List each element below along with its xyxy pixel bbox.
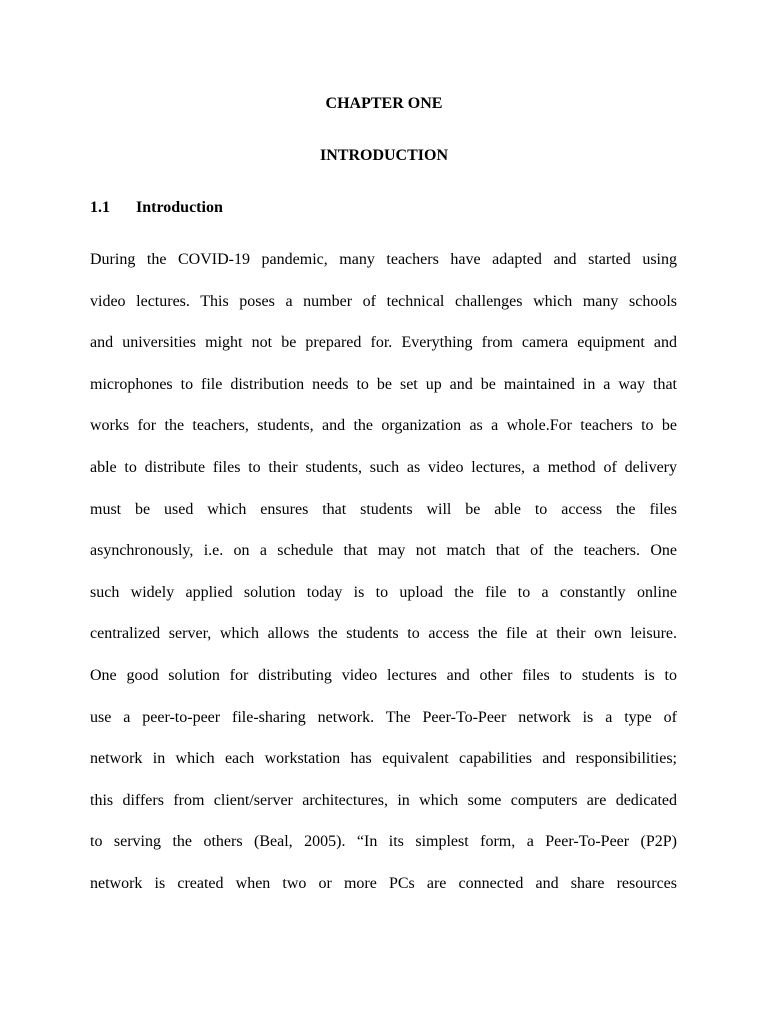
paragraph-line: to serving the others (Beal, 2005). “In its simplest form, a Peer-To-Peer (P2P) [90,833,677,851]
paragraph-line: must be used which ensures that students will be able to access the files [90,500,677,518]
body-paragraph [90,250,677,916]
paragraph-line: and universities might not be prepared for. Everything from camera equipment and [90,334,677,352]
paragraph-line: able to distribute files to their students, such as video lectures, a method of delivery [90,458,677,476]
paragraph-line: works for the teachers, students, and the organization as a whole.For teachers to be [90,417,677,435]
paragraph-line: network in which each workstation has equivalent capabilities and responsibilities; [90,750,677,768]
section-title: Introduction [136,199,223,216]
chapter-title: CHAPTER ONE [325,95,443,112]
paragraph-line: such widely applied solution today is to upload the file to a constantly online [90,583,677,601]
section-heading [90,198,223,218]
paragraph-line: One good solution for distributing video lectures and other files to students is to [90,666,677,684]
paragraph-line: this differs from client/server architectures, in which some computers are dedicated [90,791,677,809]
paragraph-line: network is created when two or more PCs are connected and share resources [90,874,677,892]
paragraph-line: video lectures. This poses a number of technical challenges which many schools [90,292,677,310]
paragraph-line: use a peer-to-peer file-sharing network. The Peer-To-Peer network is a type of [90,708,677,726]
paragraph-line: During the COVID-19 pandemic, many teachers have adapted and started using [90,251,677,268]
paragraph-line: microphones to file distribution needs to be set up and be maintained in a way that [90,375,677,393]
section-number: 1.1 [90,199,110,216]
paragraph-line: centralized server, which allows the students to access the file at their own leisure. [90,625,677,643]
intro-title: INTRODUCTION [319,147,448,164]
paragraph-line: asynchronously, i.e. on a schedule that may not match that of the teachers. One [90,542,677,560]
